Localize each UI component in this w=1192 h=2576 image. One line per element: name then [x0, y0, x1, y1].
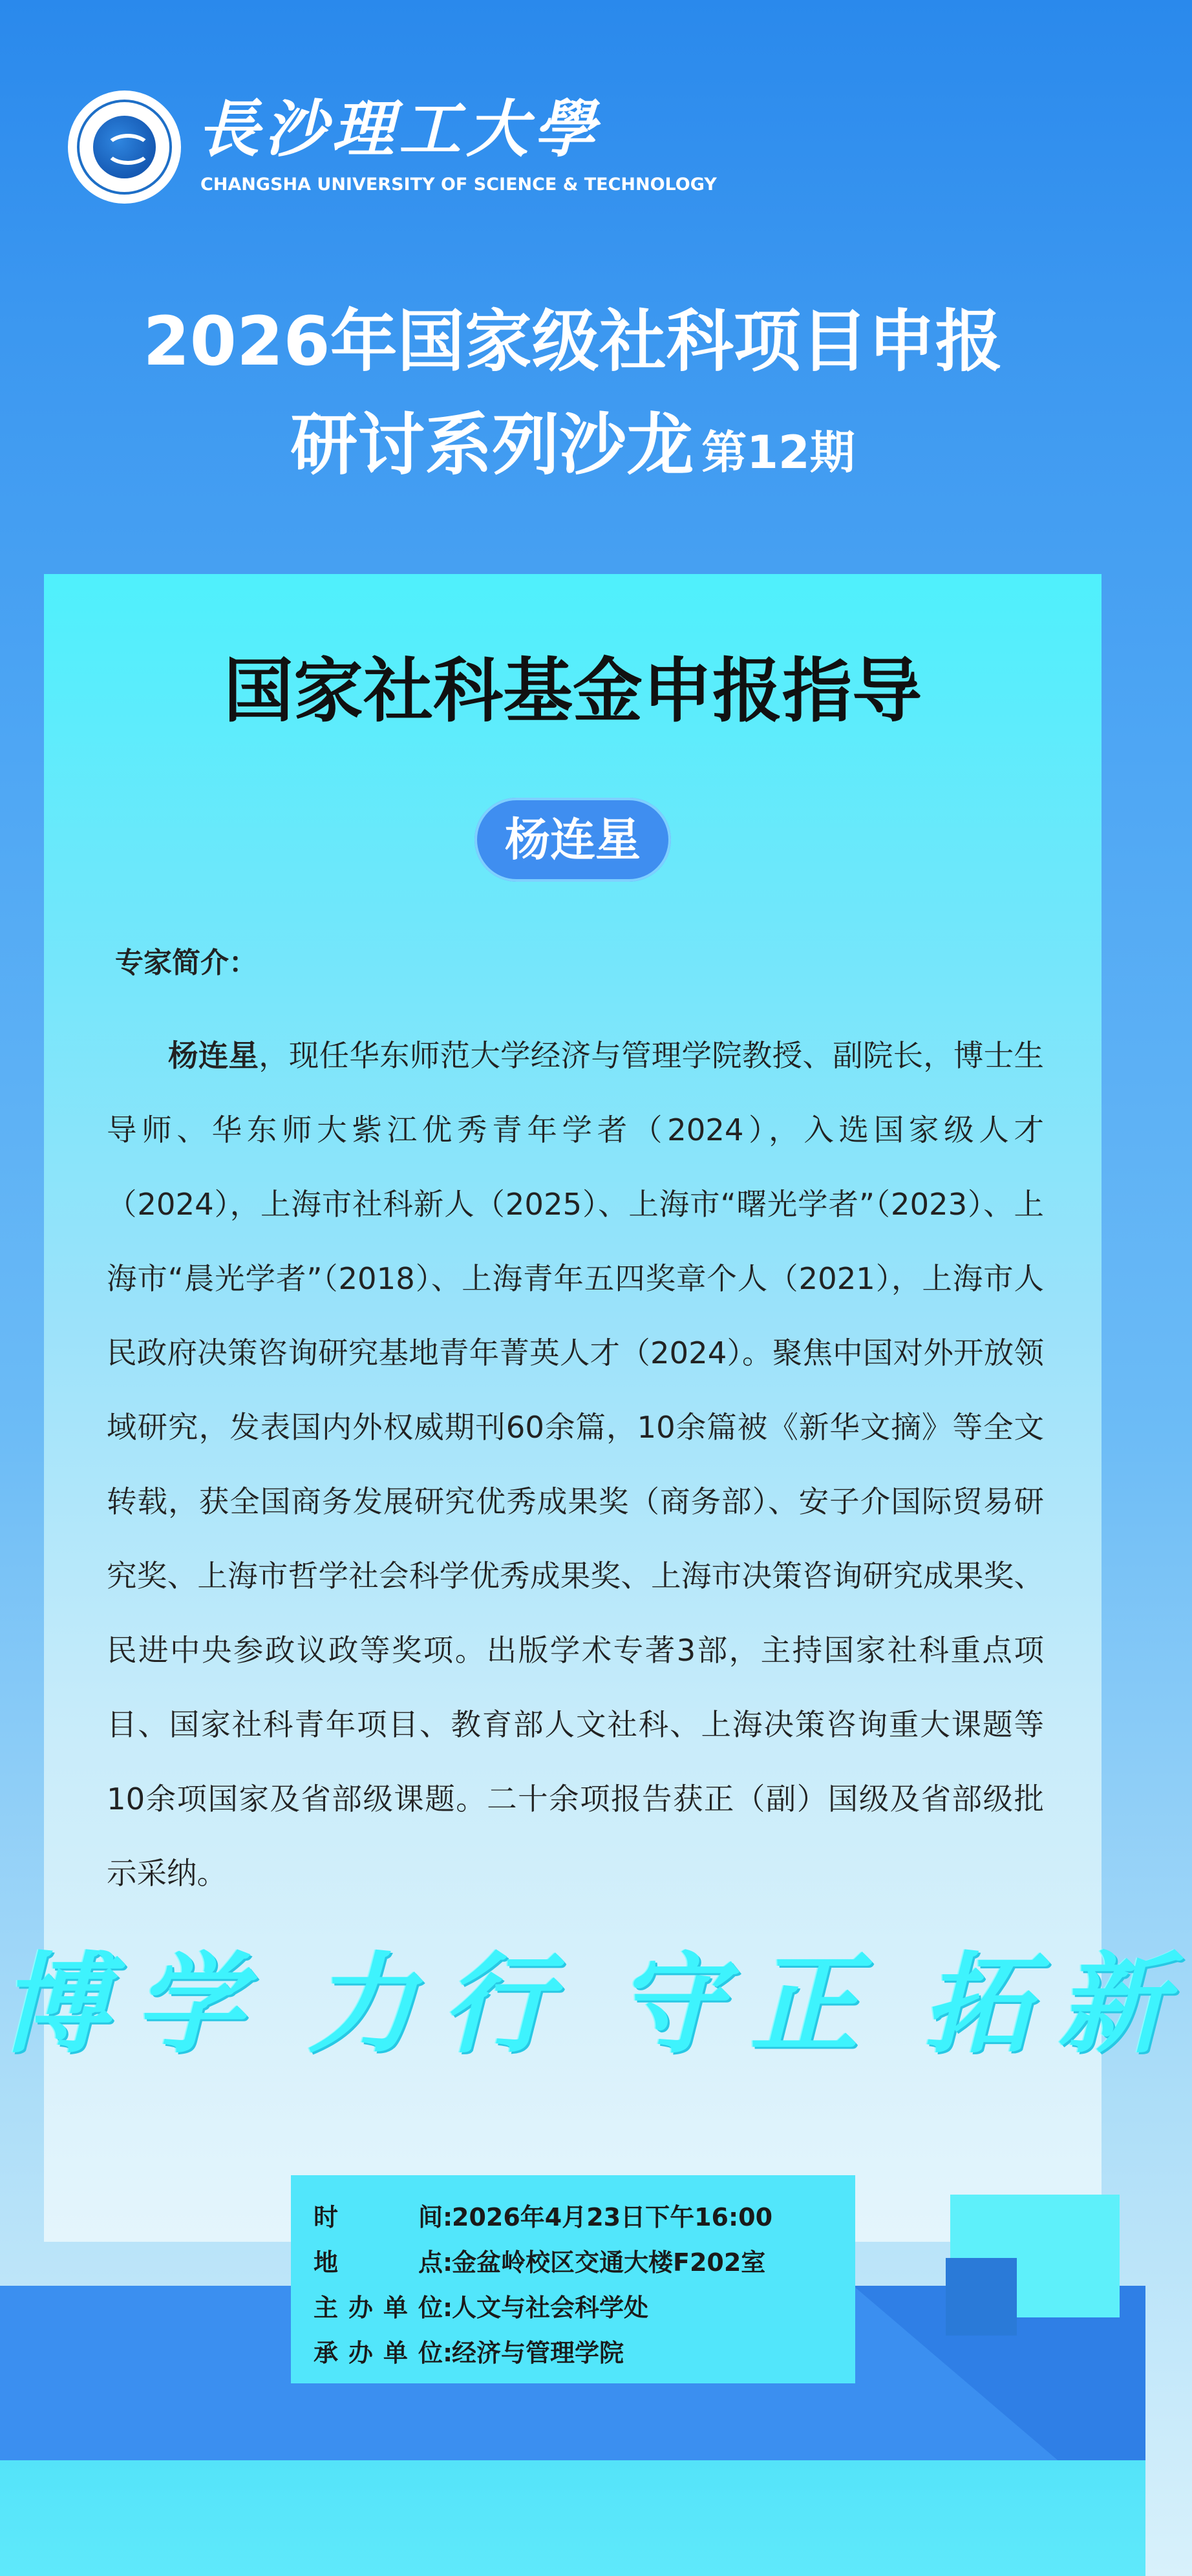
info-row-place: 地 点:金盆岭校区交通大楼F202室	[314, 2243, 765, 2282]
series-name: 研讨系列沙龙	[290, 405, 694, 484]
info-row-organizer: 承办单位:经济与管理学院	[314, 2334, 624, 2372]
bio-name: 杨连星	[168, 1038, 259, 1073]
slogan-word: 力行	[308, 1940, 577, 2068]
event-info-box	[291, 2175, 855, 2383]
university-name-en: CHANGSHA UNIVERSITY OF SCIENCE & TECHNOLOGY	[200, 175, 717, 195]
main-title-line2	[0, 406, 1145, 491]
bottom-strip	[0, 2460, 1145, 2576]
slogan	[0, 1933, 1192, 2075]
info-value: 经济与管理学院	[452, 2339, 624, 2367]
info-value: 金盆岭校区交通大楼F202室	[452, 2248, 766, 2277]
main-title-line1: 2026年国家级社科项目申报	[143, 302, 1003, 381]
lecture-topic: 国家社科基金申报指导	[223, 651, 922, 732]
slogan-word: 守正	[615, 1940, 884, 2068]
slogan-word: 博学	[0, 1940, 269, 2068]
bio-text	[107, 1019, 1044, 1911]
slogan-word: 拓新	[923, 1940, 1192, 2068]
bio-body: ，现任华东师范大学经济与管理学院教授、副院长，博士生导师、华东师大紫江优秀青年学者（2024），入选国家级人才（2024），上海市社科新人（2025）、上海市“曙光学者”（2023）、上海市“晨光学者”（2018）、上海青年五四奖章个人（2021），上海市人民政府决策咨询研究基地青年菁英人才（2024）。聚焦中国对外开放领域研究，发表国内外权威期刊60余篇，10余篇被《新华文摘》等全文转载，获全国商务发展研究优秀成果奖（商务部）、安子介国际贸易研究奖、上海市哲学社会科学优秀成果奖、上海市决策咨询研究成果奖、民进中央参政议政等奖项。出版学术专著3部，主持国家社科重点项目、国家社科青年项目、教育部人文社科、上海决策咨询重大课题等10余项国家及省部级课题。二十余项报告获正（副）国级及省部级批示采纳。	[107, 1038, 1045, 1891]
info-label: 主办单位	[314, 2294, 443, 2322]
info-row-time: 时 间:2026年4月23日下午16:00	[314, 2198, 772, 2237]
issue-number: 第12期	[701, 426, 855, 479]
speaker-badge: 杨连星	[474, 798, 671, 882]
info-value: 人文与社会科学处	[452, 2294, 649, 2322]
info-label: 承办单位	[314, 2339, 443, 2367]
university-name-cn: 長沙理工大學	[197, 92, 601, 165]
info-label: 时 间	[314, 2203, 443, 2231]
info-row-host: 主办单位:人文与社会科学处	[314, 2288, 648, 2327]
bio-heading: 专家简介：	[115, 946, 257, 979]
logo	[68, 87, 717, 210]
info-label: 地 点	[314, 2248, 443, 2277]
info-value: 2026年4月23日下午16:00	[452, 2203, 773, 2231]
decor-square-dark	[946, 2258, 1017, 2336]
university-emblem-icon	[68, 90, 181, 204]
